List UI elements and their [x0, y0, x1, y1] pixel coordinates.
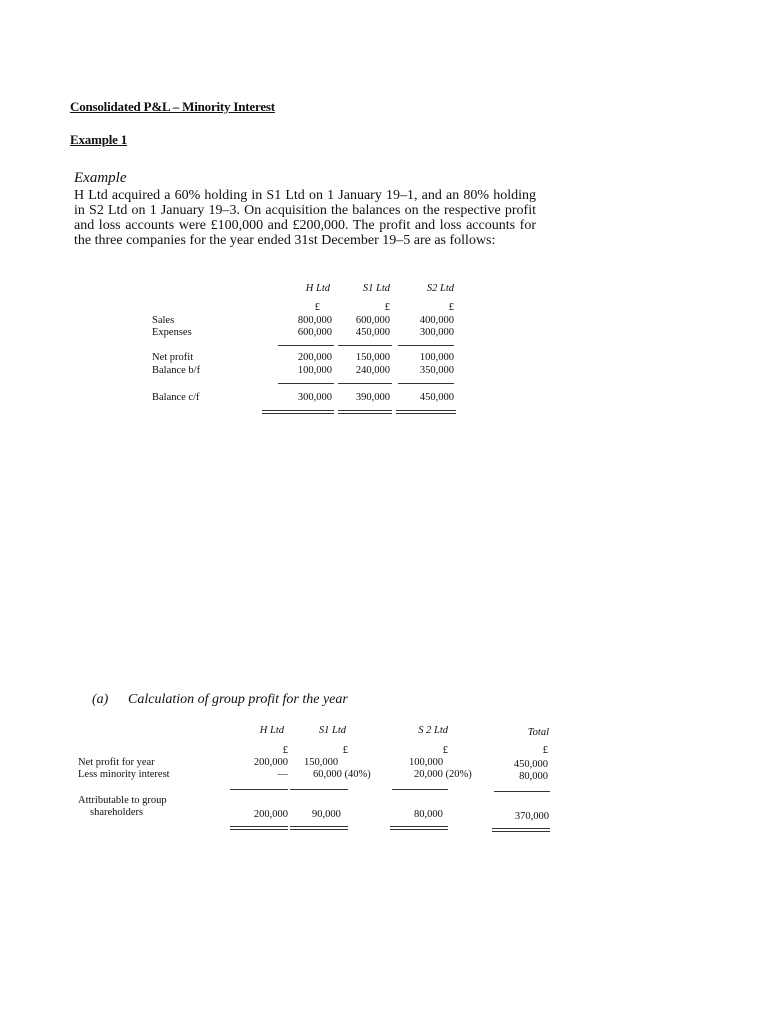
table-cell: 150,000	[304, 757, 339, 768]
currency-symbol: £	[282, 745, 288, 756]
subtotal-rule	[290, 789, 348, 790]
table-cell: 300,000	[297, 392, 332, 403]
subtotal-rule	[278, 345, 334, 346]
table-cell: 100,000	[419, 352, 454, 363]
currency-symbol: £	[442, 745, 448, 756]
table-cell: 100,000	[297, 365, 332, 376]
table-cell: 200,000	[253, 809, 288, 820]
example-heading: Example 1	[70, 132, 128, 147]
currency-symbol: £	[342, 745, 348, 756]
table-cell: 240,000	[355, 365, 390, 376]
subtotal-rule	[398, 383, 454, 384]
intro-paragraph: H Ltd acquired a 60% holding in S1 Ltd on 1 January 19–1, and an 80% holding in S2 Ltd on 1 January 19–3. On acquisition the balances on the respective profit and loss accounts were £100,000 and £200,000. The profit and loss accounts for the three companies for the year ended 31st December 19–5 are as follows:	[74, 188, 536, 248]
subtotal-rule	[338, 345, 392, 346]
total-double-rule	[338, 410, 392, 414]
total-double-rule	[390, 826, 448, 830]
col-head-s2-ltd: S 2 Ltd	[418, 725, 448, 736]
row-label-net-profit: Net profit	[152, 352, 194, 363]
table-cell: 150,000	[355, 352, 390, 363]
subtotal-rule	[392, 789, 448, 790]
table-cell: 390,000	[355, 392, 390, 403]
currency-symbol: £	[384, 302, 390, 313]
row-label-minority-interest: Less minority interest	[78, 769, 170, 780]
table-cell: 90,000	[312, 809, 341, 820]
col-head-h-ltd: H Ltd	[259, 725, 284, 736]
table-cell: 450,000	[419, 392, 454, 403]
total-double-rule	[492, 828, 550, 832]
table-cell: 450,000	[355, 327, 390, 338]
table-cell: 100,000	[409, 757, 444, 768]
total-double-rule	[290, 826, 348, 830]
row-label-sales: Sales	[152, 315, 175, 326]
currency-symbol: £	[448, 302, 454, 313]
table-cell: 80,000	[519, 771, 548, 782]
col-head-h-ltd: H Ltd	[305, 283, 330, 294]
row-label-attributable: Attributable to group	[78, 795, 167, 806]
table-cell: 600,000	[297, 327, 332, 338]
table-cell: —	[277, 769, 288, 780]
table-cell: 200,000	[297, 352, 332, 363]
currency-symbol: £	[314, 302, 320, 313]
example-label: Example	[74, 170, 127, 186]
table-cell: 60,000 (40%)	[313, 769, 371, 780]
col-head-s1-ltd: S1 Ltd	[318, 725, 346, 736]
table-cell: 400,000	[419, 315, 454, 326]
subtotal-rule	[230, 789, 288, 790]
table-cell: 80,000	[414, 809, 443, 820]
table-cell: 450,000	[513, 759, 548, 770]
table-cell: 370,000	[514, 811, 549, 822]
col-head-s1-ltd: S1 Ltd	[362, 283, 390, 294]
table-cell: 300,000	[419, 327, 454, 338]
total-double-rule	[230, 826, 288, 830]
table-cell: 600,000	[355, 315, 390, 326]
currency-symbol: £	[542, 745, 548, 756]
row-label-expenses: Expenses	[152, 327, 192, 338]
table-cell: 350,000	[419, 365, 454, 376]
section-title: Calculation of group profit for the year	[128, 692, 348, 707]
table-cell: 20,000 (20%)	[414, 769, 472, 780]
subtotal-rule	[494, 791, 550, 792]
row-label-balance-bf: Balance b/f	[152, 365, 201, 376]
subtotal-rule	[278, 383, 334, 384]
row-label-net-profit-for-year: Net profit for year	[78, 757, 155, 768]
row-label-shareholders: shareholders	[90, 807, 144, 818]
col-head-s2-ltd: S2 Ltd	[426, 283, 454, 294]
subtotal-rule	[398, 345, 454, 346]
col-head-total: Total	[527, 727, 549, 738]
total-double-rule	[396, 410, 456, 414]
page-heading: Consolidated P&L – Minority Interest	[70, 99, 275, 114]
table-cell: 800,000	[297, 315, 332, 326]
section-marker: (a)	[92, 692, 109, 707]
subtotal-rule	[338, 383, 392, 384]
row-label-balance-cf: Balance c/f	[152, 392, 200, 403]
table-cell: 200,000	[253, 757, 288, 768]
total-double-rule	[262, 410, 334, 414]
